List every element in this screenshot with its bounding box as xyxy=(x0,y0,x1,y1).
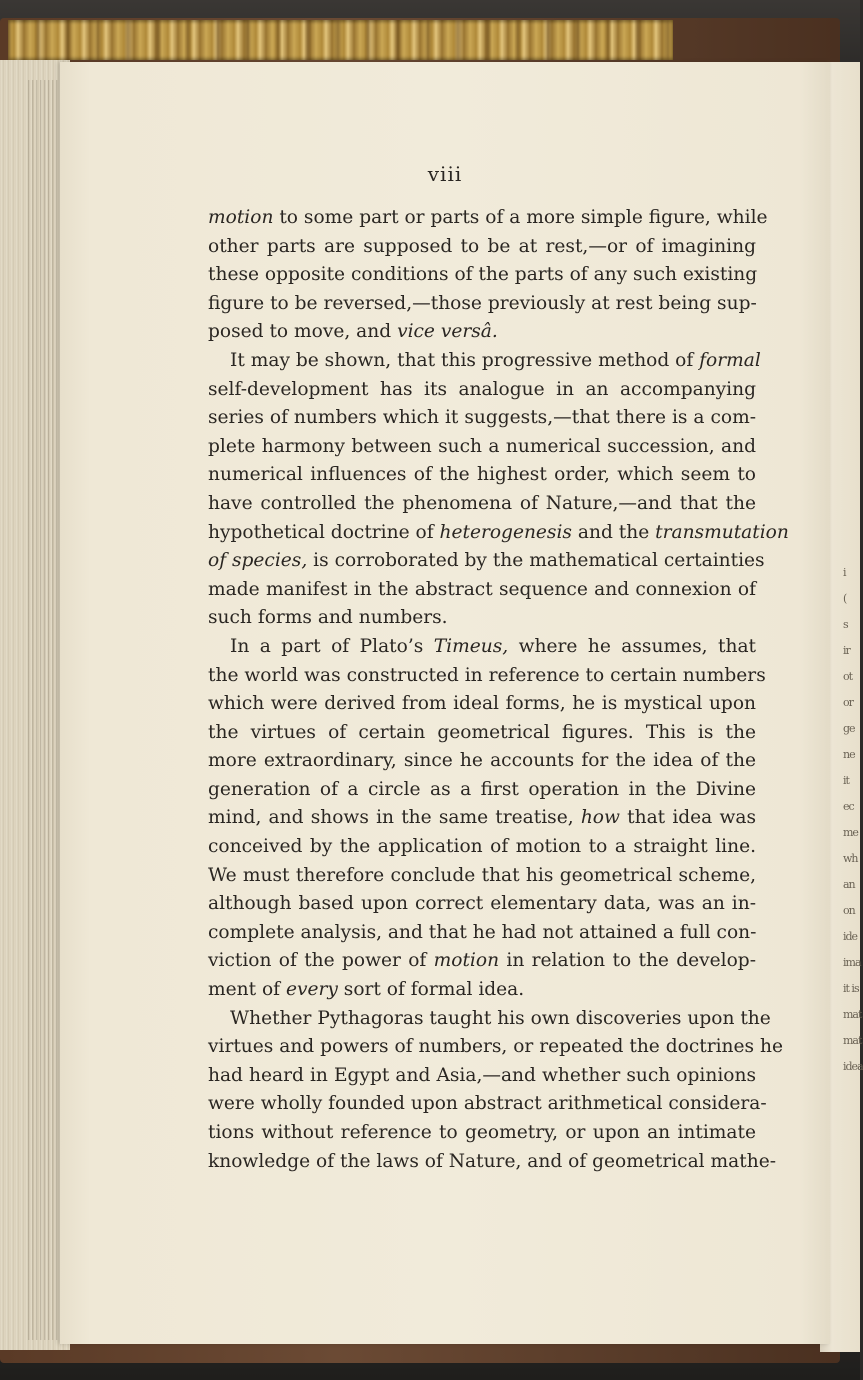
italic-text: transmutation xyxy=(655,521,789,543)
facing-page-fragment: i xyxy=(843,566,846,579)
text-run: although based upon correct elementary data, was an in- xyxy=(208,893,756,915)
text-run: other parts are supposed to be at rest,—or of imagining xyxy=(208,235,756,257)
text-line xyxy=(208,747,756,776)
text-run: knowledge of the laws of Nature, and of geometrical mathe- xyxy=(208,1150,776,1172)
text-run: where he assumes, that xyxy=(508,635,756,657)
text-line xyxy=(208,1033,783,1062)
paragraph xyxy=(208,1005,783,1177)
text-line xyxy=(208,862,756,891)
text-run: made manifest in the abstract sequence and connexion of xyxy=(208,578,756,600)
text-run: figure to be reversed,—those previously at rest being sup- xyxy=(208,292,757,314)
body-text xyxy=(208,204,789,1176)
text-run: viction of the power of xyxy=(208,950,434,972)
facing-page-fragment: ot xyxy=(843,670,853,683)
text-run: conceived by the application of motion to a straight line. xyxy=(208,836,756,858)
italic-text: heterogenesis xyxy=(439,521,572,543)
text-run: In a part of Plato’s xyxy=(230,635,434,657)
text-run: plete harmony between such a numerical succession, and xyxy=(208,435,756,457)
italic-text: every xyxy=(285,979,338,1001)
text-run: sort of formal idea. xyxy=(337,979,525,1001)
facing-page-fragment: it is xyxy=(843,982,859,995)
italic-text: vice versâ. xyxy=(397,321,498,343)
page-number: viii xyxy=(427,162,463,186)
facing-page-fragment: mat xyxy=(843,1008,862,1021)
facing-page-fragment: it xyxy=(843,774,849,787)
facing-page-fragment: or xyxy=(843,696,853,709)
facing-page-fragment: ge xyxy=(843,722,855,735)
text-run: tions without reference to geometry, or upon an intimate xyxy=(208,1122,756,1143)
text-run: have controlled the phenomena of Nature,—and that the xyxy=(208,492,756,514)
facing-page-fragment: ir xyxy=(843,644,850,657)
italic-text: formal xyxy=(699,349,761,371)
text-run: the world was constructed in reference to certain numbers xyxy=(208,664,766,686)
paragraph xyxy=(208,204,768,347)
text-line xyxy=(208,890,756,919)
text-line xyxy=(208,490,756,519)
text-line xyxy=(208,1062,756,1091)
text-line xyxy=(208,547,765,576)
italic-text: motion xyxy=(433,950,500,972)
text-run: such forms and numbers. xyxy=(208,607,448,629)
book-page xyxy=(60,62,830,1344)
facing-page-fragment: ide xyxy=(843,930,858,943)
text-line xyxy=(208,1148,776,1177)
text-run: hypothetical doctrine of xyxy=(208,521,440,543)
text-run: these opposite conditions of the parts of any such existing xyxy=(208,264,758,286)
facing-page-fragment: s xyxy=(843,618,848,631)
text-run: generation of a circle as a first operation in the Divine xyxy=(208,778,756,800)
text-line xyxy=(208,690,756,719)
text-line xyxy=(208,576,756,605)
text-line xyxy=(208,776,756,805)
facing-page-fragment: mat xyxy=(843,1034,862,1047)
facing-page-fragment: wh xyxy=(843,852,858,865)
italic-text: motion xyxy=(208,207,274,228)
text-run: and the xyxy=(571,521,656,543)
text-run: numerical influences of the highest order, which seem to xyxy=(208,464,756,486)
text-run: to some part or parts of a more simple figure, while xyxy=(273,207,768,228)
text-run: ment of xyxy=(208,979,286,1001)
text-run: self-development has its analogue in an accompanying xyxy=(208,378,756,400)
text-line xyxy=(208,1090,767,1119)
text-run: in relation to the develop- xyxy=(499,950,756,972)
italic-text: how xyxy=(580,807,620,829)
gilt-decorative-border xyxy=(8,20,673,60)
text-line xyxy=(208,318,756,347)
paragraph xyxy=(208,347,789,633)
text-line xyxy=(208,261,756,290)
text-run: virtues and powers of numbers, or repeated the doctrines he xyxy=(208,1036,783,1058)
text-run: complete analysis, and that he had not attained a full con- xyxy=(208,921,757,943)
text-line xyxy=(208,1119,756,1148)
text-line xyxy=(208,376,756,405)
facing-page-fragments xyxy=(843,560,863,1080)
text-run: were wholly founded upon abstract arithmetical considera- xyxy=(208,1093,767,1115)
text-line xyxy=(208,1005,771,1034)
facing-page-fragment: ima xyxy=(843,956,861,969)
text-run: had heard in Egypt and Asia,—and whether such opinions xyxy=(208,1064,756,1086)
facing-page-fragment: ec xyxy=(843,800,854,813)
text-run: Whether Pythagoras taught his own discoveries upon the xyxy=(230,1007,771,1029)
facing-page-fragment: idea xyxy=(843,1060,863,1073)
text-run: It may be shown, that this progressive method of xyxy=(230,349,700,371)
facing-page-fragment: ne xyxy=(843,748,855,761)
italic-text: of species, xyxy=(208,550,308,572)
text-line xyxy=(208,919,756,948)
text-line xyxy=(208,519,789,548)
facing-page-fragment: me xyxy=(843,826,858,839)
text-line xyxy=(208,233,756,262)
text-run: which were derived from ideal forms, he is mystical upon xyxy=(208,693,756,715)
text-line xyxy=(208,290,756,319)
text-line xyxy=(208,976,756,1005)
text-run: that idea was xyxy=(619,807,756,829)
text-line xyxy=(208,633,756,662)
text-line xyxy=(208,719,756,748)
text-run: mind, and shows in the same treatise, xyxy=(208,807,581,829)
text-line xyxy=(208,461,756,490)
text-line xyxy=(208,662,766,691)
text-line xyxy=(208,404,756,433)
italic-text: Timeus, xyxy=(433,635,509,657)
text-line xyxy=(208,604,756,633)
facing-page-fragment: an xyxy=(843,878,855,891)
text-line xyxy=(208,947,756,976)
paragraph xyxy=(208,633,766,1005)
text-run: series of numbers which it suggests,—that there is a com- xyxy=(208,407,756,429)
text-run: the virtues of certain geometrical figures. This is the xyxy=(208,721,756,743)
text-line xyxy=(208,833,756,862)
facing-page-fragment: ( xyxy=(843,592,847,605)
text-line xyxy=(208,804,756,833)
text-run: We must therefore conclude that his geometrical scheme, xyxy=(208,864,756,886)
text-line xyxy=(208,433,756,462)
text-line xyxy=(208,204,768,233)
text-line xyxy=(208,347,761,376)
text-run: is corroborated by the mathematical certainties xyxy=(307,550,765,572)
facing-page-fragment: on xyxy=(843,904,855,917)
text-run: more extraordinary, since he accounts for the idea of the xyxy=(208,750,756,772)
text-run: posed to move, and xyxy=(208,321,398,343)
